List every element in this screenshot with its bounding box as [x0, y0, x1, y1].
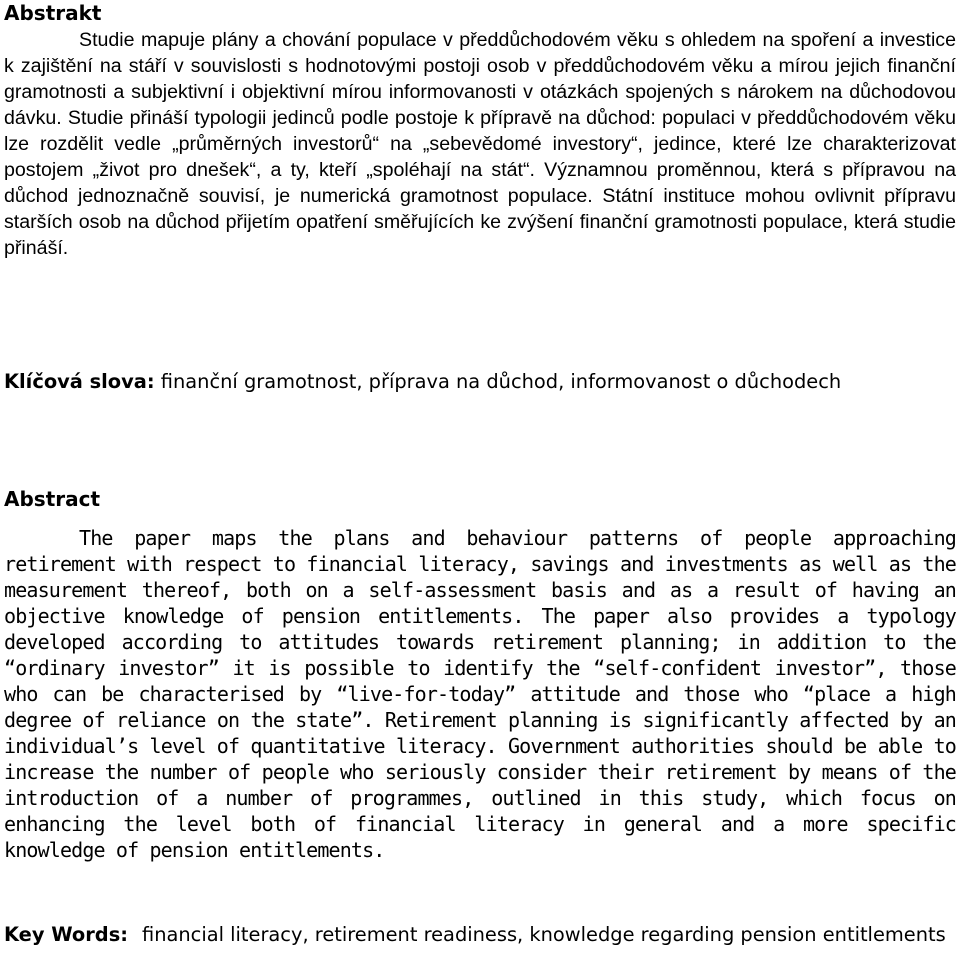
- key-words-text: financial literacy, retirement readiness, knowledge regarding pension entitlements: [141, 923, 946, 946]
- abstract-heading: Abstract: [4, 487, 101, 511]
- key-words-line: [4, 922, 956, 948]
- klicova-slova-label: Klíčová slova:: [4, 370, 155, 393]
- abstrakt-heading: Abstrakt: [4, 1, 102, 25]
- key-words-label: Key Words:: [4, 923, 128, 946]
- abstrakt-body: Studie mapuje plány a chování populace v předdůchodovém věku s ohledem na spoření a investice k zajištění na stáří v souvislosti s hodnotovými postoji osob v předdůchodovém věku a mírou jejich finanční gramotnosti a subjektivní i objektivní mírou informovanosti v otázkách spojených s nárokem na důchodovou dávku. Studie přináší typologii jedinců podle postoje k přípravě na důchod: populaci v předdůchodovém věku lze rozdělit vedle „průměrných investorů“ na „sebevědomé investory“, jedince, které lze charakterizovat postojem „život pro dnešek“, a ty, kteří „spoléhají na stát“. Významnou proměnnou, která s přípravou na důchod jednoznačně souvisí, je numerická gramotnost populace. Státní instituce mohou ovlivnit přípravu starších osob na důchod přijetím opatření směřujících ke zvýšení finanční gramotnosti populace, která studie přináší.: [4, 29, 956, 259]
- abstract-body: The paper maps the plans and behaviour patterns of people approaching retirement with respect to financial literacy, savings and investments as well as the measurement thereof, both on a self-assessment basis and as a result of having an objective knowledge of pension entitlements. The paper also provides a typology developed according to attitudes towards retirement planning; in addition to the “ordinary investor” it is possible to identify the “self-confident investor”, those who can be characterised by “live-for-today” attitude and those who “place a high degree of reliance on the state”. Retirement planning is significantly affected by an individual’s level of quantitative literacy. Government authorities should be able to increase the number of people who seriously consider their retirement by means of the introduction of a number of programmes, outlined in this study, which focus on enhancing the level both of financial literacy in general and a more specific knowledge of pension entitlements.: [4, 526, 956, 862]
- klicova-slova-text: finanční gramotnost, příprava na důchod, informovanost o důchodech: [160, 370, 842, 393]
- klicova-slova-line: [4, 369, 841, 395]
